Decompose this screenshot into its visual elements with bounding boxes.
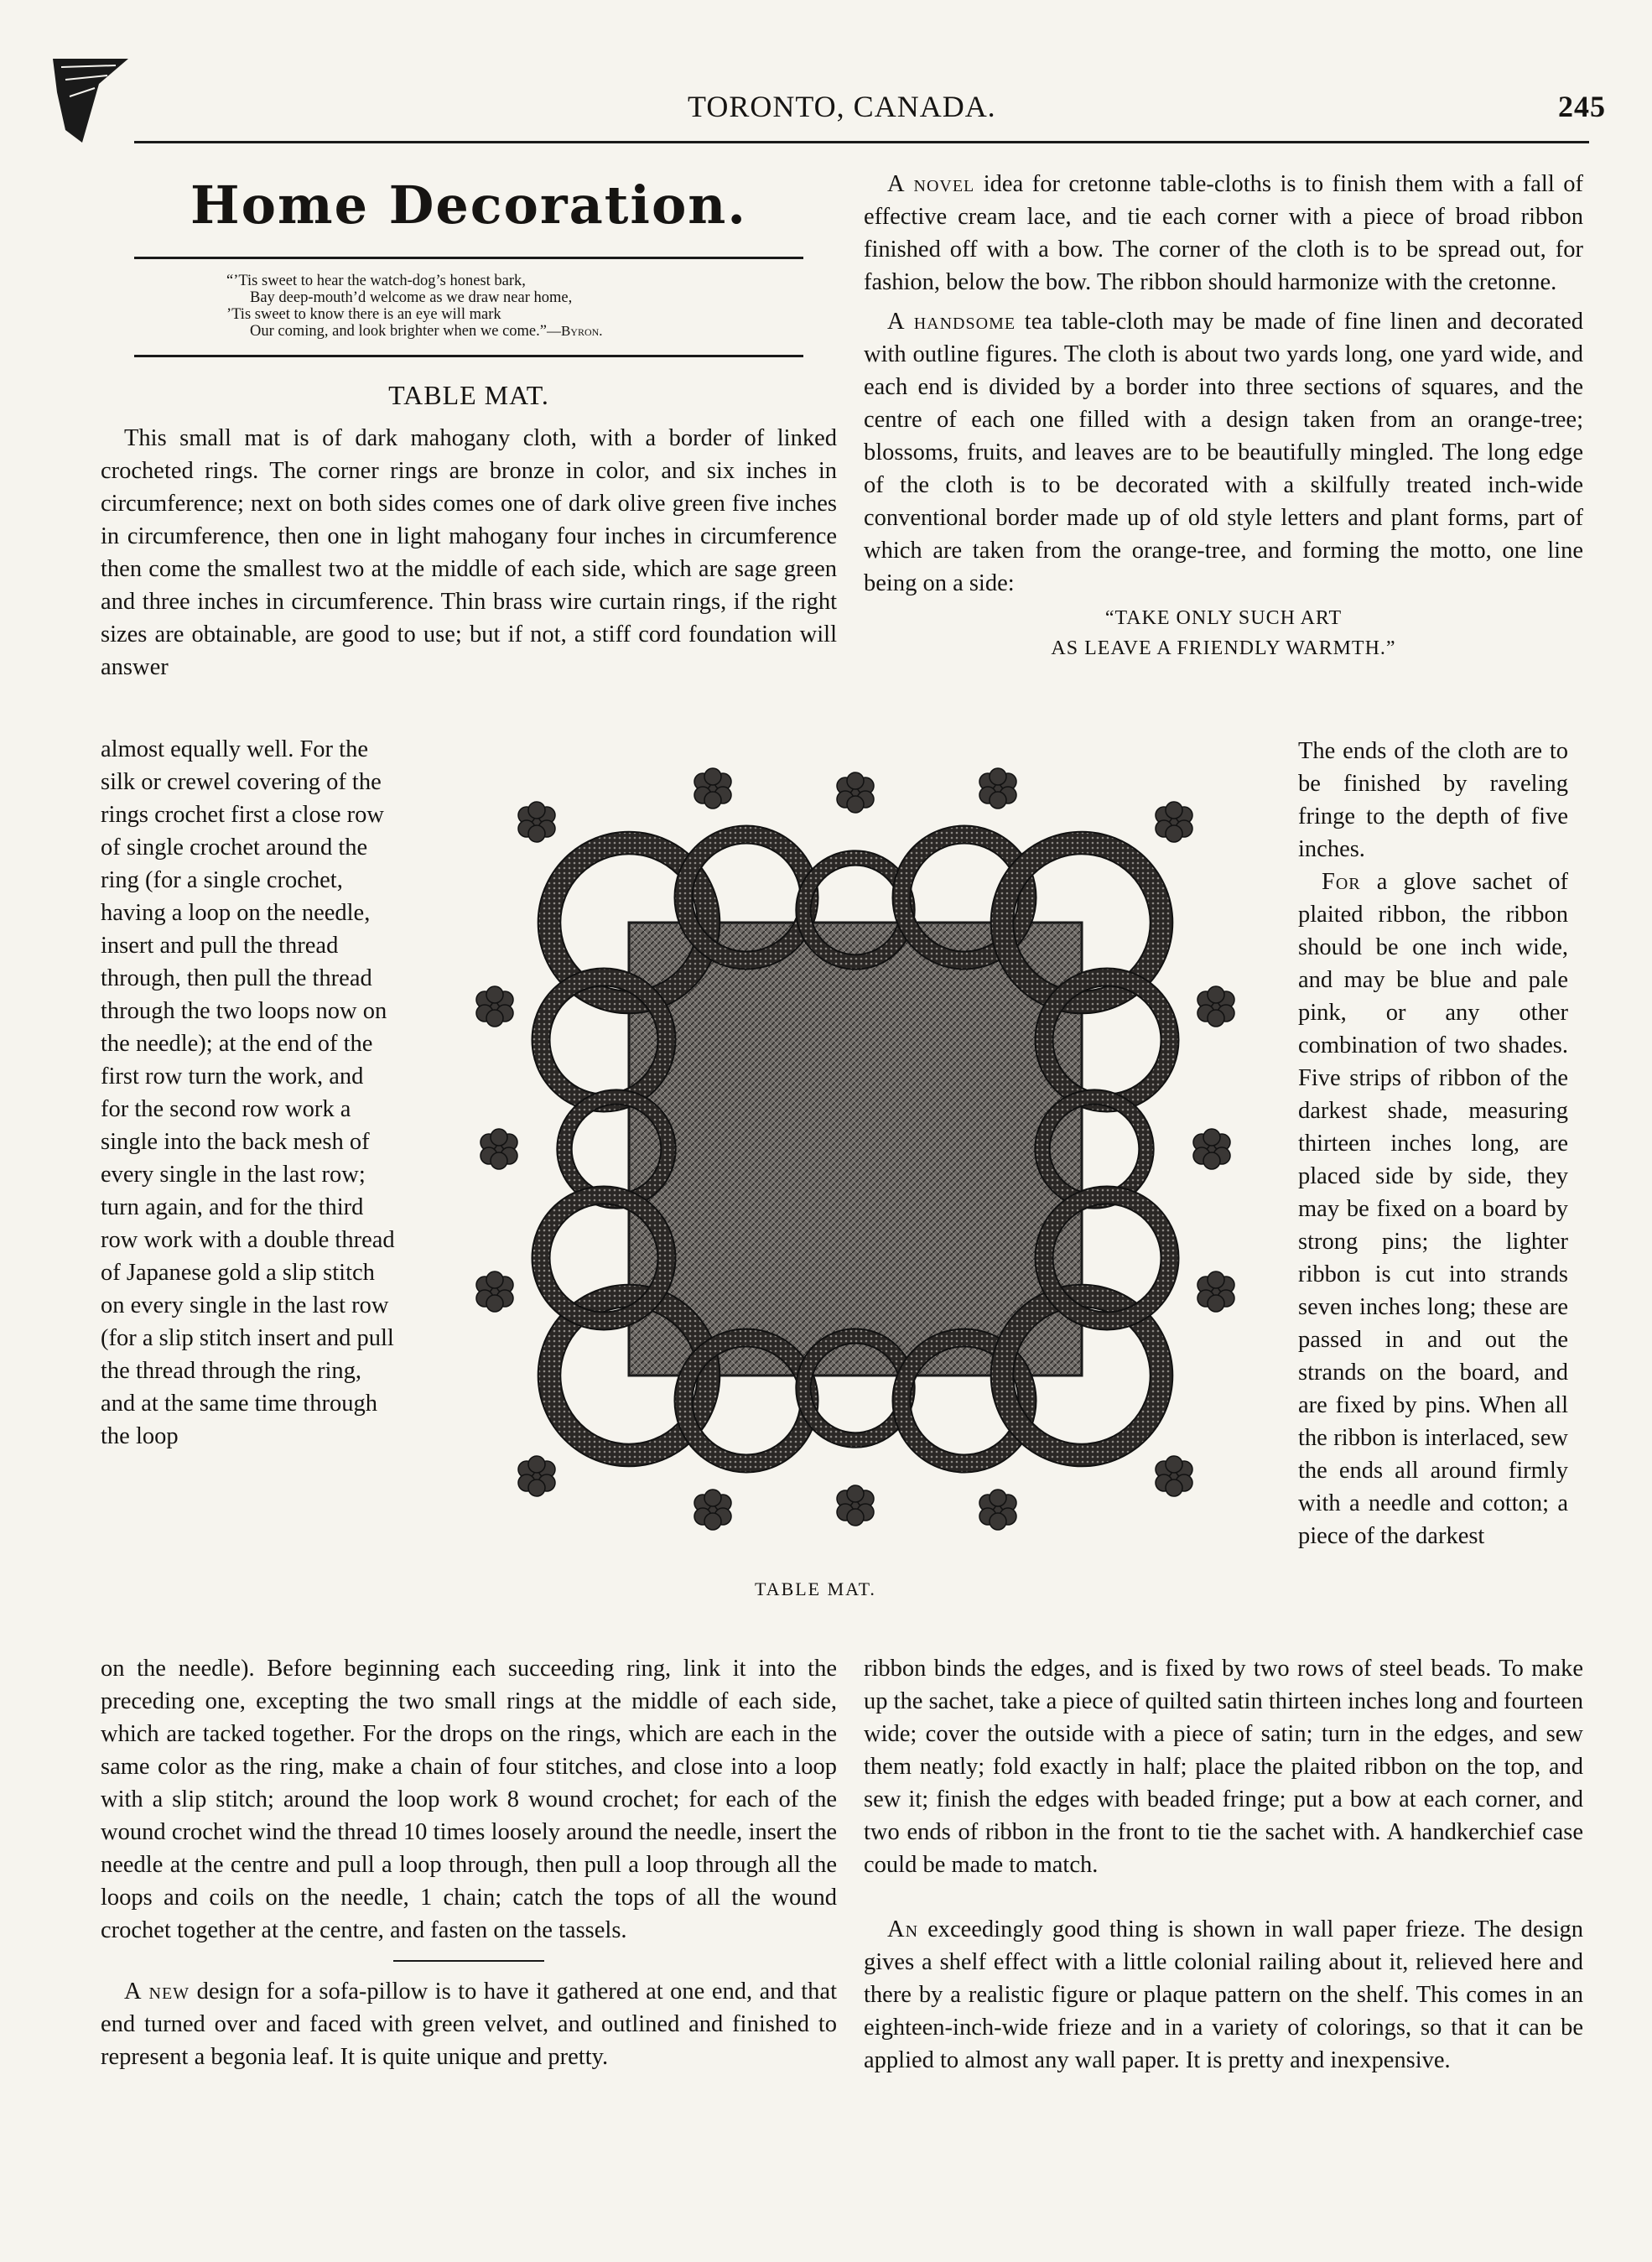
page-number: 245 (1558, 90, 1606, 123)
tea-cloth-text: tea table-cloth may be made of fine linen and decorated with outline figures. The cloth is about two yards long, one yard wide, and each end is divided by a border into three sections of squares, and the centre of each one filled with a design taken from an orange-tree; blossoms, fruits, and leaves are to be beautifully mingled. The long edge of the cloth is to be decorated with a skilfully treated inch-wide conventional border made up of old style letters and plant forms, part of which are taken from the orange-tree, and forming the motto, one line being on a side: (864, 309, 1583, 596)
epigraph-author: —Byron. (546, 323, 603, 339)
running-title: TORONTO, CANADA. (688, 90, 996, 123)
glove-sachet-paragraph (1298, 866, 1568, 1552)
bottom-left-column (101, 1652, 837, 2073)
tea-cloth-paragraph (864, 305, 1583, 600)
corner-ornament-icon (49, 50, 132, 151)
cretonne-lead: A novel (887, 171, 975, 197)
header-rule (134, 141, 1589, 143)
tassel-drop (1197, 1271, 1234, 1312)
divider-rule (393, 1960, 544, 1962)
figure-caption: TABLE MAT. (755, 1578, 876, 1599)
glove-sachet-narrow: a glove sachet of plaited ribbon, the ribbon should be one inch wide, and may be blue and pale pink, or any other combination of two shades. Five strips of ribbon of the darkest shade, measuring thirteen inches long, are placed side by side, they may be fixed on a board by strong pins; the lighter ribbon is cut into strands seven inches long; these are passed in and out the strands on the board, and are fixed by pins. When all the ribbon is interlaced, sew the ends all around firmly with a needle and cotton; a piece of the darkest (1298, 869, 1568, 1549)
table-mat-illustration (436, 730, 1275, 1568)
tassel-drop (518, 1456, 555, 1496)
epigraph-line: “’Tis sweet to hear the watch-dog’s honest bark, (226, 273, 526, 289)
tassel-drop (476, 986, 513, 1027)
table-mat-heading: TABLE MAT. (388, 380, 549, 410)
epigraph-line: Bay deep-mouth’d welcome as we draw near home, (250, 289, 573, 306)
tassel-drop (1156, 1456, 1192, 1496)
tassel-drop (979, 768, 1016, 809)
table-mat-figure (436, 730, 1275, 1610)
tassel-drop (518, 802, 555, 842)
tassel-drop (1193, 1129, 1230, 1169)
tassel-drop (837, 772, 874, 813)
section-title: Home Decoration. (190, 174, 747, 236)
motto (864, 603, 1583, 663)
right-column (864, 168, 1583, 663)
epigraph (226, 273, 837, 340)
cretonne-text: idea for cretonne table-cloths is to finish them with a fall of effective cream lace, and tie each corner with a piece of broad ribbon finished off with a bow. The corner of the cloth is to be spread out, for fashion, below the bow. The ribbon should harmonize with the cretonne. (864, 171, 1583, 295)
sofa-pillow-text: design for a sofa-pillow is to have it gathered at one end, and that end turned over and faced with green velvet, and outlined and finished to represent a begonia leaf. It is quite unique and pretty. (101, 1979, 838, 2070)
glove-sachet-continued: ribbon binds the edges, and is fixed by two rows of steel beads. To make up the sachet, take a piece of quilted satin thirteen inches long and fourteen wide; cover the outside with a piece of satin; turn in the edges, and sew them neatly; fold exactly in half; place the plaited ribbon on the top, and sew it; finish the edges with beaded fringe; put a bow at each corner, and two ends of ribbon in the front to tie the sachet with. A handkerchief case could be made to match. (864, 1656, 1583, 1878)
epigraph-line (226, 323, 837, 340)
tassel-drop (837, 1485, 874, 1526)
table-mat-narrow-text: almost equally well. For the silk or crewel covering of the rings crochet first a close row of single crochet around the ring (for a single crochet, having a loop on the needle, insert and pull the thread through, then pull the thread through the two loops now on the needle); at the end of the first row turn the work, and for the second row work a single into the back mesh of every single in the last row; turn again, and for the third row work with a double thread of Japanese gold a slip stitch on every single in the last row (for a slip stitch insert and pull the thread through the ring, and at the same time through the loop (101, 736, 395, 1449)
tassel-drop (476, 1271, 513, 1312)
motto-line: AS LEAVE A FRIENDLY WARMTH.” (1051, 637, 1396, 659)
glove-sachet-lead: For (1322, 869, 1361, 895)
frieze-lead: An (887, 1916, 919, 1942)
epigraph-rule (134, 355, 803, 357)
sofa-pillow-paragraph (101, 1975, 837, 2073)
tassel-drop (694, 768, 731, 809)
frieze-paragraph (864, 1913, 1583, 2077)
epigraph-line-text: Our coming, and look brighter when we come.” (250, 323, 547, 340)
table-mat-continued: on the needle). Before beginning each succeeding ring, link it into the preceding one, excepting the two small rings at the middle of each side, which are tacked together. For the drops on the rings, which are each in the same color as the ring, make a chain of four stitches, and close into a loop with a slip stitch; around the loop work 8 wound crochet; for each of the wound crochet wind the thread 10 times loosely around the needle, insert the needle at the centre and pull a loop through, then pull a loop through all the loops and coils on the needle, 1 chain; catch the tops of all the wound crochet together at the centre, and fasten on the tassels. (101, 1656, 837, 1943)
table-mat-paragraph: This small mat is of dark mahogany cloth, with a border of linked crocheted rings. The corner rings are bronze in color, and six inches in circumference; next on both sides comes one of dark olive green five inches in circumference, then one in light mahogany four inches in circumference then come the smallest two at the middle of each side, which are sage green and three inches in circumference. Thin brass wire curtain rings, if the right sizes are obtainable, are good to use; but if not, a stiff cord foundation will answer (101, 425, 837, 680)
bottom-right-column (864, 1652, 1583, 2077)
tassel-drop (1156, 802, 1192, 842)
sofa-pillow-lead: A new (124, 1979, 190, 2005)
tassel-drop (481, 1129, 517, 1169)
mat-centre-cloth (629, 923, 1082, 1375)
cretonne-paragraph (864, 168, 1583, 299)
right-narrow-text (1298, 735, 1568, 1552)
left-column (101, 168, 837, 684)
tea-cloth-ends: The ends of the cloth are to be finished by raveling fringe to the depth of five inches. (1298, 738, 1568, 862)
epigraph-line: ’Tis sweet to know there is an eye will mark (226, 306, 501, 323)
tea-cloth-lead: A handsome (887, 309, 1016, 335)
tassel-drop (979, 1490, 1016, 1530)
tassel-drop (1197, 986, 1234, 1027)
tassel-drop (694, 1490, 731, 1530)
motto-line: “TAKE ONLY SUCH ART (1104, 607, 1343, 629)
running-head (134, 82, 1606, 133)
title-rule (134, 257, 803, 259)
frieze-text: exceedingly good thing is shown in wall paper frieze. The design gives a shelf effect with a little colonial railing about it, relieved here and there by a realistic figure or plaque pattern on the shelf. This comes in an eighteen-inch-wide frieze and in a variety of colorings, so that it can be applied to almost any wall paper. It is pretty and inexpensive. (864, 1916, 1583, 2073)
